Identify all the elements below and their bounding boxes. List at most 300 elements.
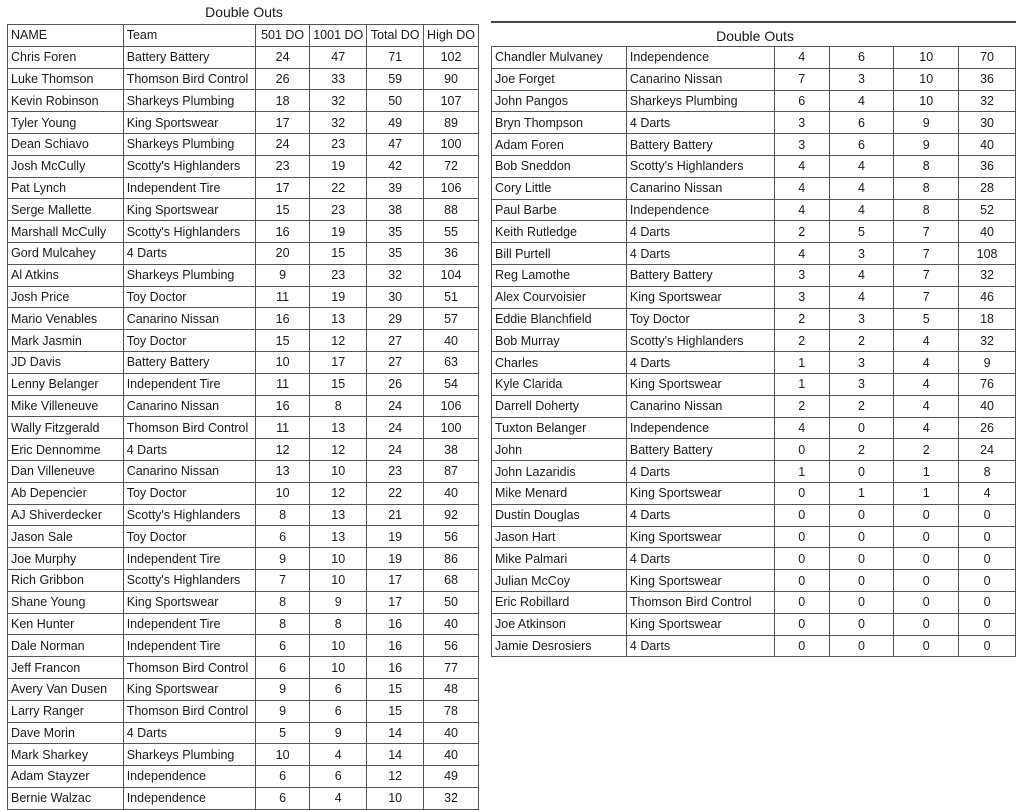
table-row xyxy=(492,286,1016,308)
cell-501-do: 9 xyxy=(256,548,310,570)
cell-total-do: 15 xyxy=(367,700,424,722)
cell-501-do: 5 xyxy=(256,722,310,744)
cell-team: Independent Tire xyxy=(123,548,255,570)
table-row xyxy=(492,613,1016,635)
cell-team: King Sportswear xyxy=(626,613,774,635)
cell-name: John Pangos xyxy=(492,90,627,112)
cell-total-do: 12 xyxy=(367,766,424,788)
cell-501-do: 0 xyxy=(774,591,829,613)
cell-1001-do: 19 xyxy=(310,221,367,243)
cell-501-do: 20 xyxy=(256,242,310,264)
cell-1001-do: 15 xyxy=(310,242,367,264)
cell-501-do: 3 xyxy=(774,134,829,156)
cell-high-do: 63 xyxy=(424,351,479,373)
cell-name: Bernie Walzac xyxy=(8,787,124,809)
cell-high-do: 106 xyxy=(424,395,479,417)
cell-team: Sharkeys Plumbing xyxy=(123,133,255,155)
cell-501-do: 0 xyxy=(774,613,829,635)
cell-1001-do: 12 xyxy=(310,482,367,504)
cell-high-do: 0 xyxy=(959,613,1016,635)
cell-team: Scotty's Highlanders xyxy=(626,155,774,177)
cell-high-do: 40 xyxy=(959,134,1016,156)
cell-1001-do: 2 xyxy=(829,439,894,461)
cell-1001-do: 9 xyxy=(310,722,367,744)
cell-total-do: 23 xyxy=(367,460,424,482)
table-row xyxy=(492,155,1016,177)
table-row xyxy=(492,482,1016,504)
cell-team: Canarino Nissan xyxy=(123,395,255,417)
table-row xyxy=(8,351,479,373)
cell-1001-do: 13 xyxy=(310,526,367,548)
cell-total-do: 8 xyxy=(894,199,959,221)
cell-high-do: 50 xyxy=(424,591,479,613)
cell-high-do: 90 xyxy=(424,68,479,90)
cell-total-do: 10 xyxy=(894,47,959,69)
cell-1001-do: 32 xyxy=(310,90,367,112)
cell-total-do: 16 xyxy=(367,657,424,679)
cell-total-do: 9 xyxy=(894,134,959,156)
cell-team: 4 Darts xyxy=(123,242,255,264)
table-row xyxy=(492,308,1016,330)
cell-501-do: 9 xyxy=(256,264,310,286)
cell-team: Toy Doctor xyxy=(123,286,255,308)
table-row xyxy=(492,47,1016,69)
cell-name: Dave Morin xyxy=(8,722,124,744)
cell-high-do: 108 xyxy=(959,243,1016,265)
cell-1001-do: 8 xyxy=(310,395,367,417)
cell-total-do: 0 xyxy=(894,548,959,570)
cell-1001-do: 19 xyxy=(310,155,367,177)
cell-team: Sharkeys Plumbing xyxy=(626,90,774,112)
table-row xyxy=(8,526,479,548)
cell-team: 4 Darts xyxy=(626,635,774,657)
cell-high-do: 0 xyxy=(959,504,1016,526)
cell-1001-do: 47 xyxy=(310,46,367,68)
cell-high-do: 106 xyxy=(424,177,479,199)
cell-total-do: 39 xyxy=(367,177,424,199)
cell-high-do: 36 xyxy=(959,155,1016,177)
cell-team: Battery Battery xyxy=(626,134,774,156)
cell-name: Al Atkins xyxy=(8,264,124,286)
cell-name: Joe Forget xyxy=(492,68,627,90)
cell-total-do: 35 xyxy=(367,242,424,264)
top-rule xyxy=(491,21,1016,23)
cell-total-do: 21 xyxy=(367,504,424,526)
cell-total-do: 8 xyxy=(894,177,959,199)
cell-team: Scotty's Highlanders xyxy=(626,330,774,352)
cell-501-do: 0 xyxy=(774,548,829,570)
table-row xyxy=(492,439,1016,461)
table-row xyxy=(492,548,1016,570)
cell-1001-do: 13 xyxy=(310,504,367,526)
cell-name: Dean Schiavo xyxy=(8,133,124,155)
right-double-outs-table xyxy=(491,46,1016,657)
cell-total-do: 7 xyxy=(894,286,959,308)
cell-501-do: 1 xyxy=(774,373,829,395)
cell-total-do: 49 xyxy=(367,112,424,134)
cell-high-do: 102 xyxy=(424,46,479,68)
cell-name: Mario Venables xyxy=(8,308,124,330)
cell-name: Dale Norman xyxy=(8,635,124,657)
table-row xyxy=(8,308,479,330)
cell-high-do: 54 xyxy=(424,373,479,395)
cell-501-do: 6 xyxy=(774,90,829,112)
cell-high-do: 89 xyxy=(424,112,479,134)
cell-high-do: 36 xyxy=(424,242,479,264)
cell-high-do: 32 xyxy=(424,787,479,809)
cell-total-do: 10 xyxy=(894,90,959,112)
cell-total-do: 2 xyxy=(894,439,959,461)
cell-team: Independence xyxy=(626,47,774,69)
cell-team: 4 Darts xyxy=(626,352,774,374)
table-row xyxy=(492,221,1016,243)
table-row xyxy=(8,766,479,788)
table-row xyxy=(492,264,1016,286)
cell-1001-do: 15 xyxy=(310,373,367,395)
cell-high-do: 32 xyxy=(959,330,1016,352)
cell-name: Josh Price xyxy=(8,286,124,308)
cell-total-do: 16 xyxy=(367,635,424,657)
cell-high-do: 0 xyxy=(959,635,1016,657)
cell-name: Tyler Young xyxy=(8,112,124,134)
cell-team: King Sportswear xyxy=(626,526,774,548)
cell-name: Adam Foren xyxy=(492,134,627,156)
cell-high-do: 87 xyxy=(424,460,479,482)
left-table-header-row xyxy=(8,25,479,47)
cell-501-do: 11 xyxy=(256,417,310,439)
cell-total-do: 50 xyxy=(367,90,424,112)
cell-501-do: 1 xyxy=(774,352,829,374)
cell-high-do: 32 xyxy=(959,90,1016,112)
cell-1001-do: 5 xyxy=(829,221,894,243)
cell-name: Lenny Belanger xyxy=(8,373,124,395)
cell-high-do: 26 xyxy=(959,417,1016,439)
cell-name: Bob Murray xyxy=(492,330,627,352)
table-row xyxy=(8,635,479,657)
cell-501-do: 24 xyxy=(256,133,310,155)
cell-1001-do: 3 xyxy=(829,352,894,374)
cell-team: 4 Darts xyxy=(626,112,774,134)
cell-team: Battery Battery xyxy=(123,351,255,373)
cell-total-do: 14 xyxy=(367,722,424,744)
cell-1001-do: 10 xyxy=(310,548,367,570)
cell-1001-do: 6 xyxy=(829,112,894,134)
cell-501-do: 8 xyxy=(256,613,310,635)
table-row xyxy=(492,112,1016,134)
cell-501-do: 0 xyxy=(774,526,829,548)
cell-1001-do: 0 xyxy=(829,570,894,592)
table-row xyxy=(8,613,479,635)
table-row xyxy=(8,90,479,112)
table-row xyxy=(492,330,1016,352)
cell-team: Thomson Bird Control xyxy=(123,700,255,722)
cell-team: King Sportswear xyxy=(626,373,774,395)
cell-501-do: 13 xyxy=(256,460,310,482)
cell-high-do: 52 xyxy=(959,199,1016,221)
cell-1001-do: 22 xyxy=(310,177,367,199)
cell-501-do: 9 xyxy=(256,700,310,722)
cell-total-do: 0 xyxy=(894,635,959,657)
cell-501-do: 9 xyxy=(256,678,310,700)
cell-team: Toy Doctor xyxy=(123,526,255,548)
cell-name: Paul Barbe xyxy=(492,199,627,221)
cell-high-do: 40 xyxy=(424,613,479,635)
cell-501-do: 7 xyxy=(774,68,829,90)
cell-total-do: 24 xyxy=(367,395,424,417)
cell-501-do: 1 xyxy=(774,461,829,483)
cell-name: JD Davis xyxy=(8,351,124,373)
cell-total-do: 4 xyxy=(894,417,959,439)
cell-501-do: 2 xyxy=(774,330,829,352)
cell-total-do: 10 xyxy=(367,787,424,809)
cell-team: Independence xyxy=(626,417,774,439)
table-row xyxy=(8,591,479,613)
cell-high-do: 107 xyxy=(424,90,479,112)
cell-name: Eric Dennomme xyxy=(8,439,124,461)
cell-name: Mike Palmari xyxy=(492,548,627,570)
cell-501-do: 2 xyxy=(774,221,829,243)
cell-high-do: 8 xyxy=(959,461,1016,483)
cell-1001-do: 4 xyxy=(829,155,894,177)
table-row xyxy=(492,395,1016,417)
cell-team: Scotty's Highlanders xyxy=(123,504,255,526)
cell-team: Canarino Nissan xyxy=(123,308,255,330)
cell-1001-do: 12 xyxy=(310,439,367,461)
cell-501-do: 4 xyxy=(774,155,829,177)
cell-1001-do: 23 xyxy=(310,199,367,221)
cell-501-do: 0 xyxy=(774,482,829,504)
cell-name: Chandler Mulvaney xyxy=(492,47,627,69)
cell-name: Jeff Francon xyxy=(8,657,124,679)
cell-total-do: 7 xyxy=(894,221,959,243)
cell-high-do: 77 xyxy=(424,657,479,679)
header-501-do: 501 DO xyxy=(256,25,310,47)
cell-1001-do: 19 xyxy=(310,286,367,308)
cell-name: Jason Sale xyxy=(8,526,124,548)
table-row xyxy=(8,221,479,243)
cell-high-do: 72 xyxy=(424,155,479,177)
cell-team: Thomson Bird Control xyxy=(123,417,255,439)
cell-501-do: 0 xyxy=(774,635,829,657)
cell-501-do: 0 xyxy=(774,504,829,526)
header-team: Team xyxy=(123,25,255,47)
cell-team: 4 Darts xyxy=(123,722,255,744)
cell-1001-do: 4 xyxy=(310,744,367,766)
table-row xyxy=(8,548,479,570)
cell-team: Toy Doctor xyxy=(123,330,255,352)
cell-total-do: 4 xyxy=(894,373,959,395)
cell-high-do: 92 xyxy=(424,504,479,526)
cell-team: Sharkeys Plumbing xyxy=(123,744,255,766)
left-table-title: Double Outs xyxy=(205,4,283,20)
cell-total-do: 24 xyxy=(367,439,424,461)
cell-name: Jamie Desrosiers xyxy=(492,635,627,657)
cell-1001-do: 32 xyxy=(310,112,367,134)
table-row xyxy=(492,68,1016,90)
cell-name: Bill Purtell xyxy=(492,243,627,265)
cell-total-do: 0 xyxy=(894,526,959,548)
cell-501-do: 17 xyxy=(256,177,310,199)
cell-total-do: 0 xyxy=(894,613,959,635)
cell-501-do: 16 xyxy=(256,221,310,243)
cell-501-do: 23 xyxy=(256,155,310,177)
cell-name: AJ Shiverdecker xyxy=(8,504,124,526)
cell-1001-do: 8 xyxy=(310,613,367,635)
cell-total-do: 1 xyxy=(894,482,959,504)
cell-team: Battery Battery xyxy=(123,46,255,68)
cell-name: Mark Sharkey xyxy=(8,744,124,766)
cell-name: Bob Sneddon xyxy=(492,155,627,177)
table-row xyxy=(492,199,1016,221)
header-1001-do: 1001 DO xyxy=(310,25,367,47)
cell-team: Toy Doctor xyxy=(123,482,255,504)
cell-total-do: 15 xyxy=(367,678,424,700)
cell-501-do: 6 xyxy=(256,787,310,809)
cell-501-do: 24 xyxy=(256,46,310,68)
cell-501-do: 12 xyxy=(256,439,310,461)
cell-501-do: 2 xyxy=(774,308,829,330)
cell-high-do: 36 xyxy=(959,68,1016,90)
cell-1001-do: 13 xyxy=(310,308,367,330)
cell-total-do: 14 xyxy=(367,744,424,766)
cell-501-do: 15 xyxy=(256,330,310,352)
cell-high-do: 57 xyxy=(424,308,479,330)
cell-total-do: 7 xyxy=(894,264,959,286)
cell-high-do: 49 xyxy=(424,766,479,788)
table-row xyxy=(8,657,479,679)
cell-1001-do: 9 xyxy=(310,591,367,613)
cell-high-do: 0 xyxy=(959,591,1016,613)
cell-1001-do: 2 xyxy=(829,395,894,417)
cell-name: Josh McCully xyxy=(8,155,124,177)
cell-501-do: 17 xyxy=(256,112,310,134)
cell-high-do: 78 xyxy=(424,700,479,722)
cell-1001-do: 2 xyxy=(829,330,894,352)
cell-team: Thomson Bird Control xyxy=(123,68,255,90)
table-row xyxy=(492,243,1016,265)
cell-1001-do: 6 xyxy=(829,134,894,156)
cell-team: Scotty's Highlanders xyxy=(123,569,255,591)
cell-high-do: 40 xyxy=(424,482,479,504)
cell-total-do: 8 xyxy=(894,155,959,177)
cell-name: Tuxton Belanger xyxy=(492,417,627,439)
cell-high-do: 48 xyxy=(424,678,479,700)
cell-1001-do: 0 xyxy=(829,417,894,439)
header-name: NAME xyxy=(8,25,124,47)
cell-total-do: 32 xyxy=(367,264,424,286)
cell-total-do: 26 xyxy=(367,373,424,395)
cell-name: Eric Robillard xyxy=(492,591,627,613)
cell-501-do: 0 xyxy=(774,570,829,592)
cell-total-do: 47 xyxy=(367,133,424,155)
cell-team: Toy Doctor xyxy=(626,308,774,330)
cell-1001-do: 0 xyxy=(829,635,894,657)
cell-total-do: 4 xyxy=(894,352,959,374)
table-row xyxy=(492,177,1016,199)
cell-1001-do: 3 xyxy=(829,308,894,330)
cell-name: Mike Villeneuve xyxy=(8,395,124,417)
cell-1001-do: 0 xyxy=(829,613,894,635)
cell-1001-do: 4 xyxy=(829,264,894,286)
cell-1001-do: 4 xyxy=(829,177,894,199)
cell-total-do: 16 xyxy=(367,613,424,635)
cell-team: King Sportswear xyxy=(626,482,774,504)
table-row xyxy=(8,68,479,90)
cell-team: King Sportswear xyxy=(123,112,255,134)
cell-total-do: 10 xyxy=(894,68,959,90)
cell-total-do: 17 xyxy=(367,569,424,591)
cell-501-do: 8 xyxy=(256,504,310,526)
cell-1001-do: 6 xyxy=(829,47,894,69)
cell-total-do: 9 xyxy=(894,112,959,134)
cell-high-do: 55 xyxy=(424,221,479,243)
cell-team: Battery Battery xyxy=(626,264,774,286)
cell-total-do: 38 xyxy=(367,199,424,221)
cell-name: Joe Murphy xyxy=(8,548,124,570)
table-row xyxy=(8,787,479,809)
cell-1001-do: 3 xyxy=(829,243,894,265)
cell-name: Keith Rutledge xyxy=(492,221,627,243)
cell-name: Reg Lamothe xyxy=(492,264,627,286)
cell-total-do: 4 xyxy=(894,395,959,417)
cell-501-do: 15 xyxy=(256,199,310,221)
cell-high-do: 28 xyxy=(959,177,1016,199)
cell-501-do: 4 xyxy=(774,417,829,439)
cell-name: Pat Lynch xyxy=(8,177,124,199)
cell-name: Wally Fitzgerald xyxy=(8,417,124,439)
cell-1001-do: 3 xyxy=(829,68,894,90)
table-row xyxy=(8,199,479,221)
cell-total-do: 27 xyxy=(367,351,424,373)
cell-total-do: 0 xyxy=(894,504,959,526)
cell-high-do: 76 xyxy=(959,373,1016,395)
cell-high-do: 4 xyxy=(959,482,1016,504)
cell-team: 4 Darts xyxy=(626,243,774,265)
cell-high-do: 32 xyxy=(959,264,1016,286)
table-row xyxy=(8,373,479,395)
table-row xyxy=(8,286,479,308)
cell-1001-do: 4 xyxy=(829,286,894,308)
cell-team: Independent Tire xyxy=(123,635,255,657)
cell-name: Avery Van Dusen xyxy=(8,678,124,700)
cell-name: Ab Depencier xyxy=(8,482,124,504)
cell-team: 4 Darts xyxy=(626,504,774,526)
cell-team: Canarino Nissan xyxy=(626,68,774,90)
cell-501-do: 6 xyxy=(256,526,310,548)
table-row xyxy=(8,112,479,134)
cell-team: King Sportswear xyxy=(123,199,255,221)
cell-team: Sharkeys Plumbing xyxy=(123,90,255,112)
cell-team: Battery Battery xyxy=(626,439,774,461)
cell-name: Darrell Doherty xyxy=(492,395,627,417)
header-total-do: Total DO xyxy=(367,25,424,47)
cell-high-do: 68 xyxy=(424,569,479,591)
cell-high-do: 100 xyxy=(424,417,479,439)
cell-total-do: 42 xyxy=(367,155,424,177)
cell-501-do: 4 xyxy=(774,47,829,69)
cell-name: Dan Villeneuve xyxy=(8,460,124,482)
cell-501-do: 7 xyxy=(256,569,310,591)
cell-name: Larry Ranger xyxy=(8,700,124,722)
cell-name: Serge Mallette xyxy=(8,199,124,221)
cell-team: King Sportswear xyxy=(123,678,255,700)
cell-high-do: 56 xyxy=(424,635,479,657)
cell-501-do: 3 xyxy=(774,112,829,134)
table-row xyxy=(8,744,479,766)
table-row xyxy=(492,373,1016,395)
cell-total-do: 7 xyxy=(894,243,959,265)
cell-1001-do: 17 xyxy=(310,351,367,373)
